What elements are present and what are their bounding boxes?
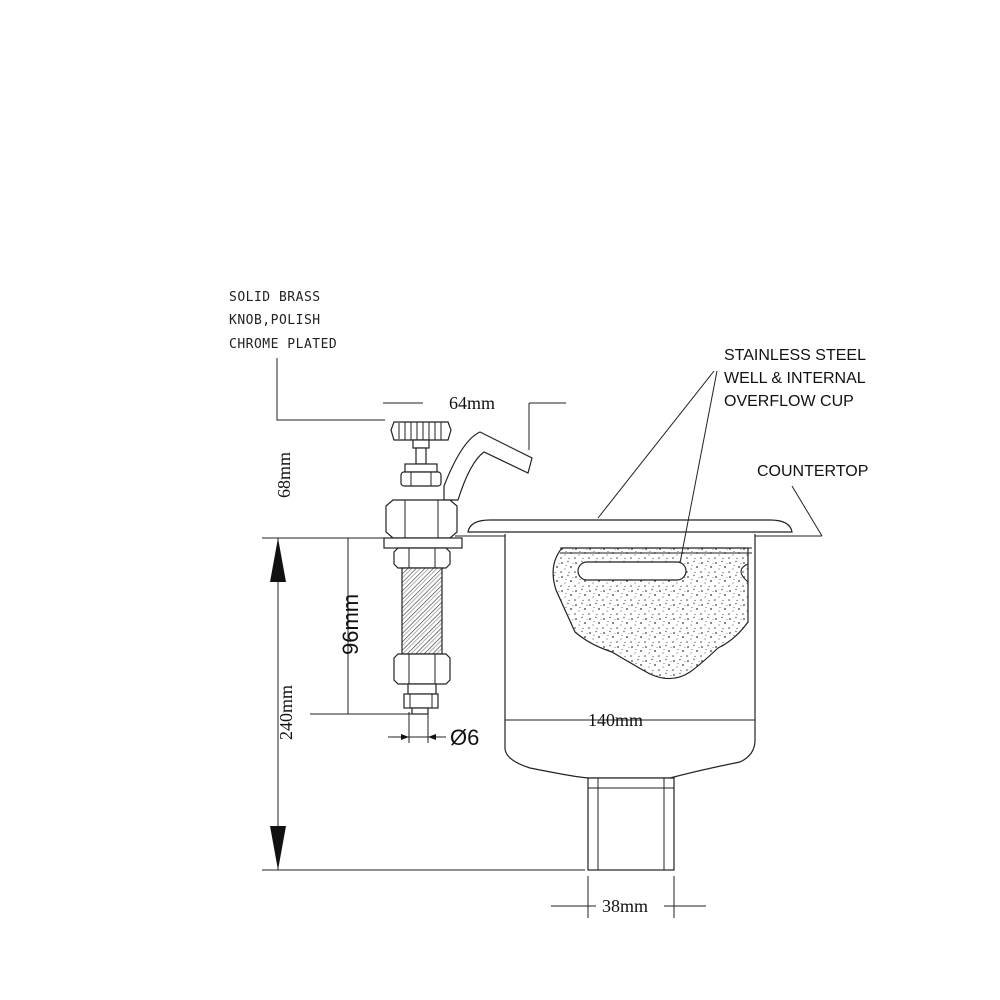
arrow-up xyxy=(270,538,286,582)
well-line-2: WELL & INTERNAL xyxy=(724,370,866,387)
lower-nut xyxy=(394,654,450,714)
arrow-down xyxy=(270,826,286,870)
material-line-1: SOLID BRASS xyxy=(229,290,321,305)
total-height-label: 240mm xyxy=(276,684,296,740)
shank-length-label: 96mm xyxy=(338,593,363,655)
countertop-label: COUNTERTOP xyxy=(757,463,869,480)
spout xyxy=(444,432,532,500)
thread-diameter-dimension xyxy=(388,712,479,750)
knob xyxy=(391,422,451,486)
drain-diameter-dimension xyxy=(551,876,706,918)
well-width-label: 140mm xyxy=(588,710,644,730)
drain-diameter-label: 38mm xyxy=(602,896,649,916)
well-line-3: OVERFLOW CUP xyxy=(724,393,854,410)
threaded-shank xyxy=(402,568,442,654)
material-line-2: KNOB,POLISH xyxy=(229,313,321,328)
countertop-leader-line xyxy=(792,486,822,536)
material-line-3: CHROME PLATED xyxy=(229,337,338,352)
well-leader-line xyxy=(598,371,714,518)
drain-pipe xyxy=(588,778,674,870)
well-line-1: STAINLESS STEEL xyxy=(724,347,866,364)
countertop-well xyxy=(455,520,822,870)
overflow-slot xyxy=(578,562,686,580)
material-note xyxy=(229,290,385,420)
material-leader-line xyxy=(277,358,385,420)
thread-diameter-label: Ø6 xyxy=(450,725,480,750)
faucet-body xyxy=(384,500,462,568)
knob-height-label: 68mm xyxy=(274,451,294,498)
well-flange xyxy=(468,520,792,532)
spout-reach-label: 64mm xyxy=(449,393,496,413)
